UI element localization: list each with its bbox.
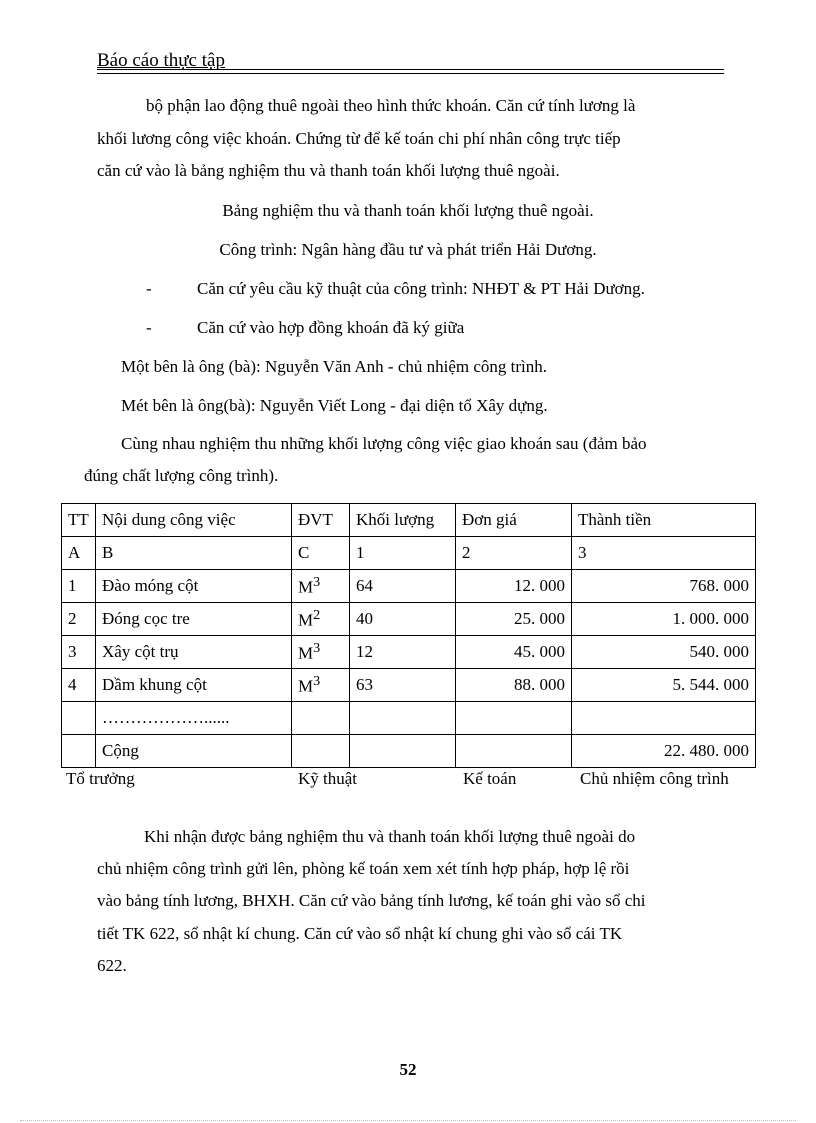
page-number: 52 xyxy=(399,1060,417,1079)
code-cell: 1 xyxy=(350,537,456,570)
row-quantity: 40 xyxy=(350,603,456,636)
document-title: Bảng nghiệm thu và thanh toán khối lượng thuê ngoài. xyxy=(222,201,594,220)
code-cell: C xyxy=(292,537,350,570)
closing-line-4: tiết TK 622, sổ nhật kí chung. Căn cứ vào sổ nhật kí chung ghi vào sổ cái TK xyxy=(97,924,623,943)
bullet-text: Căn cứ yêu cầu kỹ thuật của công trình: NHĐT & PT Hải Dương. xyxy=(197,279,645,298)
row-price: 12. 000 xyxy=(456,570,572,603)
row-unit: $M^2$ xyxy=(292,603,350,636)
table-row xyxy=(62,636,756,669)
header-rule xyxy=(97,73,724,74)
header-cell: TT xyxy=(62,504,96,537)
code-cell: A xyxy=(62,537,96,570)
row-amount: 768. 000 xyxy=(572,570,756,603)
row-number: 2 xyxy=(62,603,96,636)
table-total-row xyxy=(62,735,756,768)
row-unit: $M^3$ xyxy=(292,669,350,702)
party-b: Mét bên là ông(bà): Nguyễn Viết Long - đại diện tổ Xây dựng. xyxy=(121,396,548,415)
ellipsis-cell: ………………...... xyxy=(96,702,292,735)
intro-line-2: khối lương công việc khoán. Chứng từ để kế toán chi phí nhân công trực tiếp xyxy=(97,129,621,148)
row-content: Xây cột trụ xyxy=(96,636,292,669)
signature-technician: Kỹ thuật xyxy=(298,769,358,788)
row-content: Dầm khung cột xyxy=(96,669,292,702)
closing-line-5: 622. xyxy=(97,956,127,975)
closing-line-2: chủ nhiệm công trình gửi lên, phòng kế toán xem xét tính hợp pháp, hợp lệ rồi xyxy=(97,859,630,878)
closing-line-1: Khi nhận được bảng nghiệm thu và thanh toán khối lượng thuê ngoài do xyxy=(144,827,636,846)
header-cell: Khối lượng xyxy=(350,504,456,537)
signature-project-manager: Chủ nhiệm công trình xyxy=(580,769,729,788)
table-row xyxy=(62,603,756,636)
header-cell: Đơn giá xyxy=(456,504,572,537)
code-cell: 3 xyxy=(572,537,756,570)
header-cell: Thành tiền xyxy=(572,504,756,537)
party-a: Một bên là ông (bà): Nguyễn Văn Anh - chủ nhiệm công trình. xyxy=(121,357,548,376)
row-price: 45. 000 xyxy=(456,636,572,669)
row-unit: $M^3$ xyxy=(292,570,350,603)
row-amount: 1. 000. 000 xyxy=(572,603,756,636)
row-number: 4 xyxy=(62,669,96,702)
row-number: 3 xyxy=(62,636,96,669)
bullet-dash: - xyxy=(146,318,152,337)
signature-team-leader: Tổ trưởng xyxy=(66,769,135,788)
row-unit: $M^3$ xyxy=(292,636,350,669)
row-number: 1 xyxy=(62,570,96,603)
row-content: Đào móng cột xyxy=(96,570,292,603)
row-quantity: 64 xyxy=(350,570,456,603)
row-price: 88. 000 xyxy=(456,669,572,702)
intro-line-3: căn cứ vào là bảng nghiệm thu và thanh toán khối lượng thuê ngoài. xyxy=(97,161,560,180)
row-amount: 5. 544. 000 xyxy=(572,669,756,702)
header-cell: ĐVT xyxy=(292,504,350,537)
closing-line-3: vào bảng tính lương, BHXH. Căn cứ vào bảng tính lương, kế toán ghi vào sổ chi xyxy=(97,891,646,910)
row-amount: 540. 000 xyxy=(572,636,756,669)
bullet-dash: - xyxy=(146,279,152,298)
header-title: Báo cáo thực tập xyxy=(97,50,225,71)
bullet-text: Căn cứ vào hợp đồng khoán đã ký giữa xyxy=(197,318,465,337)
code-cell: 2 xyxy=(456,537,572,570)
table-row xyxy=(62,669,756,702)
table-row-ellipsis xyxy=(62,702,756,735)
table-header-row xyxy=(62,504,756,537)
project-name: Công trình: Ngân hàng đầu tư và phát triển Hải Dương. xyxy=(219,240,597,259)
header-rule xyxy=(97,69,724,70)
row-content: Đóng cọc tre xyxy=(96,603,292,636)
signature-accountant: Kế toán xyxy=(463,769,517,788)
table-code-row xyxy=(62,537,756,570)
table-row xyxy=(62,570,756,603)
header-cell: Nội dung công việc xyxy=(96,504,292,537)
intro-line-1: bộ phận lao động thuê ngoài theo hình thức khoán. Căn cứ tính lương là xyxy=(146,96,636,115)
code-cell: B xyxy=(96,537,292,570)
work-table xyxy=(61,503,756,768)
total-amount: 22. 480. 000 xyxy=(572,735,756,768)
row-price: 25. 000 xyxy=(456,603,572,636)
row-quantity: 12 xyxy=(350,636,456,669)
agreement-line-2: đúng chất lượng công trình). xyxy=(84,466,279,485)
footer-divider xyxy=(20,1120,796,1121)
total-label: Cộng xyxy=(96,735,292,768)
row-quantity: 63 xyxy=(350,669,456,702)
agreement-line-1: Cùng nhau nghiệm thu những khối lượng công việc giao khoán sau (đảm bảo xyxy=(121,434,647,453)
